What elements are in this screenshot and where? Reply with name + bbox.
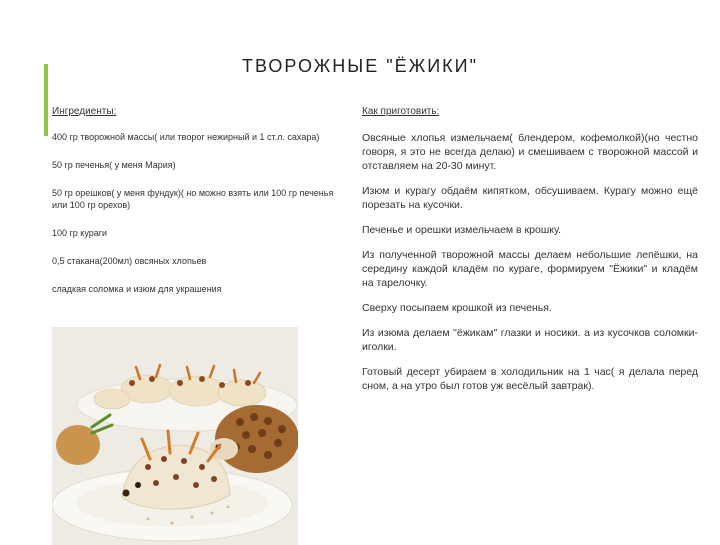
method-step: Овсяные хлопья измельчаем( блендером, кофемолкой)(но честно говоря, я это не всегда делаю) и смешиваем с творожной массой и отставляем на 20-30 минут. xyxy=(362,132,698,172)
ingredient-item: сладкая соломка и изюм для украшения xyxy=(52,284,222,294)
method-step: Печенье и орешки измельчаем в крошку. xyxy=(362,224,562,236)
method-step: Из изюма делаем "ёжикам" глазки и носики. а из кусочков соломки- иголки. xyxy=(362,327,698,353)
ingredient-item: 0,5 стакана(200мл) овсяных хлопьев xyxy=(52,256,207,266)
dessert-photo xyxy=(52,327,298,545)
ingredient-item: 50 гр печенья( у меня Мария) xyxy=(52,160,176,170)
ingredients-column xyxy=(52,106,350,311)
method-step: Готовый десерт убираем в холодильник на 1 час( я делала перед сном, а на утро был готов уж весёлый завтрак). xyxy=(362,366,698,392)
ingredient-item: 100 гр кураги xyxy=(52,228,108,238)
page-title: ТВОРОЖНЫЕ "ЁЖИКИ" xyxy=(242,56,478,76)
method-heading: Как приготовить: xyxy=(362,106,440,117)
hedgehog-dessert-illustration xyxy=(52,327,298,545)
method-step: Из полученной творожной массы делаем небольшие лепёшки, на середину каждой кладём по кураге, формируем "Ёжики" и кладём на тарелочку. xyxy=(362,249,698,289)
ingredient-item: 400 гр творожной массы( или творог нежирный и 1 ст.л. сахара) xyxy=(52,132,320,142)
method-column xyxy=(362,106,698,404)
method-step: Сверху посыпаем крошкой из печенья. xyxy=(362,302,552,314)
ingredients-heading: Ингредиенты: xyxy=(52,106,117,117)
ingredient-item: 50 гр орешков( у меня фундук)( но можно взять или 100 гр печенья или 100 гр орехов) xyxy=(52,188,334,210)
method-step: Изюм и курагу обдаём кипятком, обсушиваем. Курагу можно ещё порезать на кусочки. xyxy=(362,185,698,211)
